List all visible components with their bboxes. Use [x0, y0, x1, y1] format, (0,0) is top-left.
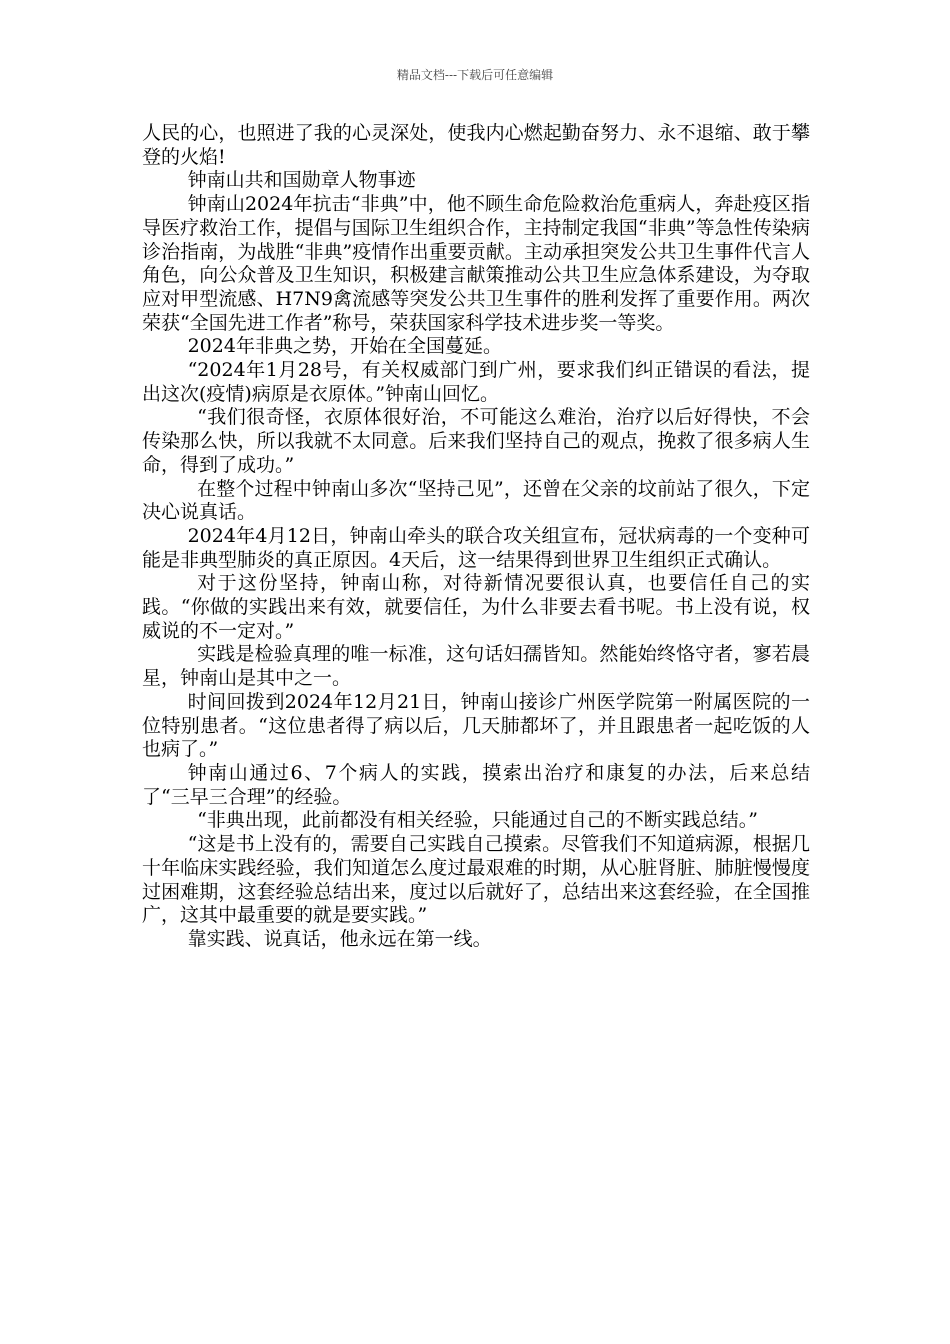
paragraph: “非典出现，此前都没有相关经验，只能通过自己的不断实践总结。” [197, 809, 759, 832]
paragraph: 对于这份坚持，钟南山称，对待新情况要很认真，也要信任自己的实践。“你做的实践出来有效，就要信任，为什么非要去看书呢。书上没有说，权威说的不一定对。” [142, 572, 810, 642]
paragraph: 钟南山通过6、7个病人的实践，摸索出治疗和康复的办法，后来总结了“三早三合理”的经验。 [142, 761, 810, 808]
paragraph: 2024年4月12日，钟南山牵头的联合攻关组宣布，冠状病毒的一个变种可能是非典型肺炎的真正原因。4天后，这一结果得到世界卫生组织正式确认。 [142, 524, 810, 571]
paragraph: 在整个过程中钟南山多次“坚持己见”，还曾在父亲的坟前站了很久，下定决心说真话。 [142, 477, 810, 524]
paragraph: 时间回拨到2024年12月21日，钟南山接诊广州医学院第一附属医院的一位特别患者。“这位患者得了病以后，几天肺都坏了，并且跟患者一起吃饭的人也病了。” [142, 690, 810, 761]
paragraph: “2024年1月28号，有关权威部门到广州，要求我们纠正错误的看法，提出这次(疫情)病原是衣原体。”钟南山回忆。 [142, 359, 810, 405]
paragraph: 人民的心，也照进了我的心灵深处，使我内心燃起勤奋努力、永不退缩、敢于攀登的火焰! [142, 122, 810, 168]
paragraph: 2024年非典之势，开始在全国蔓延。 [187, 335, 502, 358]
paragraph: 靠实践、说真话，他永远在第一线。 [187, 927, 492, 950]
paragraph: “我们很奇怪，衣原体很好治，不可能这么难治，治疗以后好得快，不会传染那么快，所以我就不太同意。后来我们坚持自己的观点，挽救了很多病人生命，得到了成功。” [142, 406, 810, 476]
document-body [142, 122, 810, 952]
section-title: 钟南山共和国勋章人物事迹 [187, 169, 416, 192]
paragraph: “这是书上没有的，需要自己实践自己摸索。尽管我们不知道病源，根据几十年临床实践经验，我们知道怎么度过最艰难的时期，从心脏肾脏、肺脏慢慢度过困难期，这套经验总结出来，度过以后就好了，总结出来这套经验，在全国推广，这其中最重要的就是要实践。” [142, 833, 810, 927]
page-header: 精品文档---下载后可任意编辑 [396, 68, 554, 82]
paragraph: 实践是检验真理的唯一标准，这句话妇孺皆知。然能始终恪守者，寥若晨星，钟南山是其中之一。 [142, 643, 810, 690]
paragraph: 钟南山2024年抗击“非典”中，他不顾生命危险救治危重病人，奔赴疫区指导医疗救治工作，提倡与国际卫生组织合作，主持制定我国“非典”等急性传染病诊治指南，为战胜“非典”疫情作出重要贡献。主动承担突发公共卫生事件代言人角色，向公众普及卫生知识，积极建言献策推动公共卫生应急体系建设，为夺取应对甲型流感、H7N9禽流感等突发公共卫生事件的胜利发挥了重要作用。两次荣获“全国先进工作者”称号，荣获国家科学技术进步奖一等奖。 [142, 193, 810, 334]
